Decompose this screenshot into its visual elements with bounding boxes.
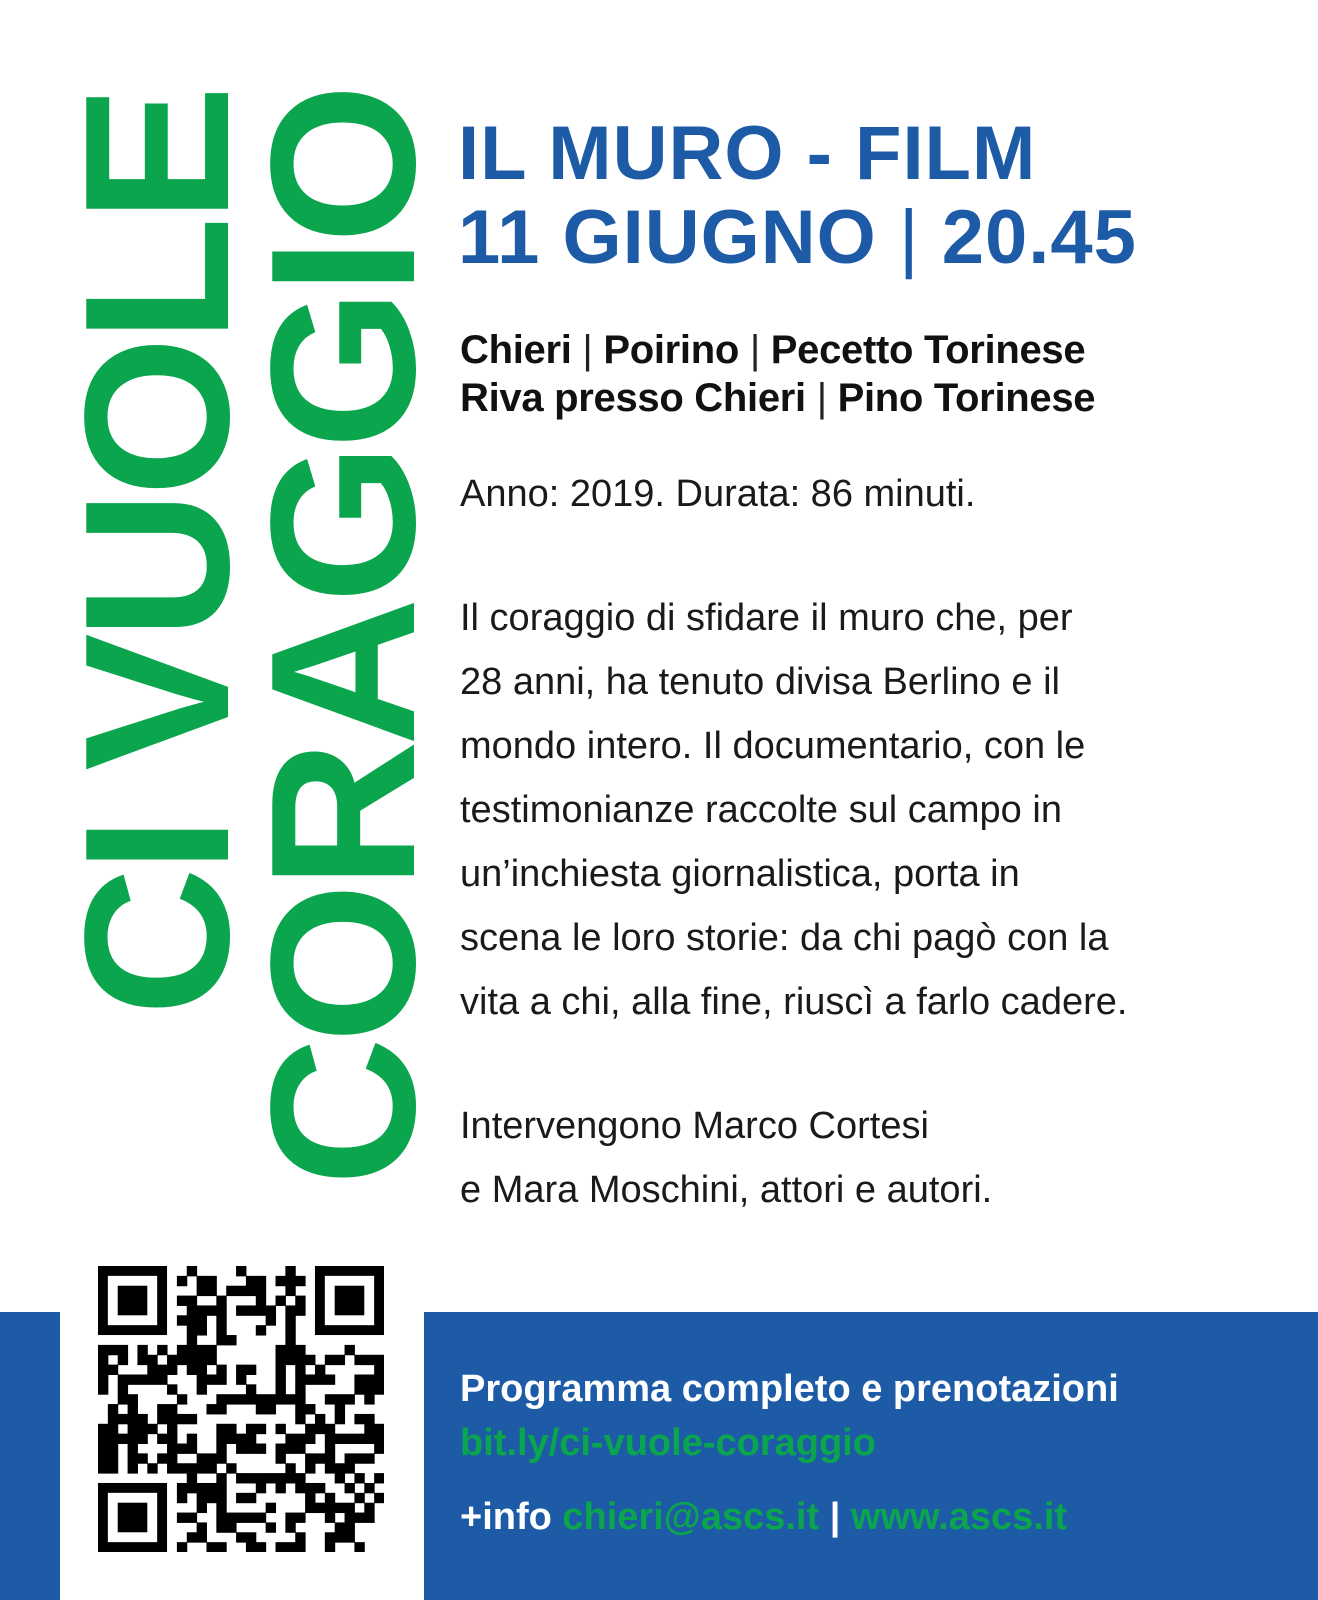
places-line2 [460, 374, 1095, 422]
qr-code-box[interactable] [60, 1246, 424, 1600]
place-separator: | [749, 328, 760, 372]
guests-line: e Mara Moschini, attori e autori. [460, 1169, 993, 1211]
film-description [460, 586, 1260, 1034]
contact-line [460, 1490, 1119, 1544]
website-link[interactable]: www.ascs.it [850, 1496, 1068, 1538]
footer-info [460, 1362, 1119, 1544]
headline-separator: | [898, 195, 920, 280]
info-label: +info [460, 1496, 552, 1538]
guests-info [460, 1094, 992, 1222]
description-line: scena le loro storie: da chi pagò con la [460, 917, 1109, 959]
description-line: Il coraggio di sfidare il muro che, per [460, 597, 1073, 639]
email-link[interactable]: chieri@ascs.it [562, 1496, 820, 1538]
place-name: Pecetto Torinese [770, 328, 1086, 372]
event-title: IL MURO - FILM [458, 111, 1037, 196]
event-date: 11 GIUGNO [458, 195, 877, 280]
year-duration: Anno: 2019. Durata: 86 minuti. [460, 473, 976, 515]
program-link[interactable]: bit.ly/ci-vuole-coraggio [460, 1422, 876, 1464]
place-name: Riva presso Chieri [460, 376, 806, 420]
description-line: un’inchiesta giornalistica, porta in [460, 853, 1020, 895]
guests-line: Intervengono Marco Cortesi [460, 1105, 929, 1147]
place-separator: | [816, 376, 827, 420]
event-headline [458, 112, 1137, 280]
program-label: Programma completo e prenotazioni [460, 1368, 1119, 1410]
event-time: 20.45 [941, 195, 1137, 280]
qr-code-icon[interactable] [98, 1266, 384, 1552]
description-line: testimonianze raccolte sul campo in [460, 789, 1062, 831]
description-line: 28 anni, ha tenuto divisa Berlino e il [460, 661, 1060, 703]
place-separator: | [582, 328, 593, 372]
event-datetime [458, 196, 1137, 280]
place-name: Poirino [603, 328, 739, 372]
place-name: Chieri [460, 328, 572, 372]
place-name: Pino Torinese [837, 376, 1096, 420]
vertical-title-line1: CI VUOLE [42, 91, 272, 1016]
contact-separator: | [829, 1496, 841, 1538]
description-line: mondo intero. Il documentario, con le [460, 725, 1086, 767]
vertical-title-line2: CORAGGIO [228, 89, 458, 1186]
places-line1 [460, 326, 1095, 374]
event-places [460, 326, 1095, 422]
description-line: vita a chi, alla fine, riuscì a farlo cadere. [460, 981, 1128, 1023]
